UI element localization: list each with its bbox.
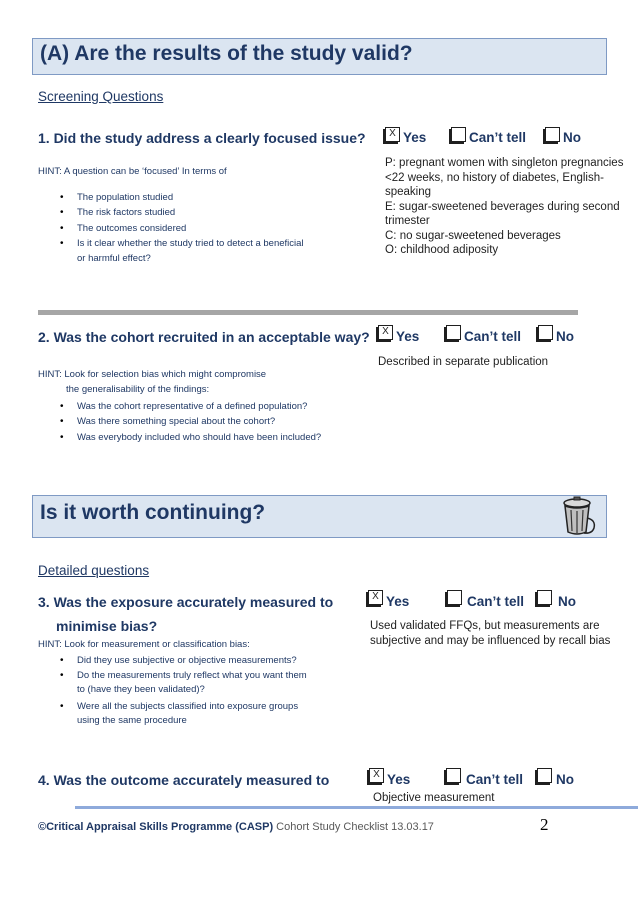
q4-answer: Objective measurement: [373, 792, 495, 804]
q1-answer: [385, 156, 630, 258]
q3-yes-checkbox[interactable]: X: [368, 590, 383, 605]
q4-yes-label: Yes: [387, 772, 411, 787]
q2-hint: HINT: Look for selection bias which might compromise: [38, 369, 267, 380]
answer-line: C: no sugar-sweetened beverages: [385, 229, 561, 242]
list-item: • The population studied: [38, 190, 358, 205]
list-item: • Was everybody included who should have been included?: [38, 430, 378, 445]
q4-yes-checkbox[interactable]: X: [369, 768, 384, 783]
list-item: • Were all the subjects classified into exposure groups: [38, 699, 358, 714]
q3-hint-list: [38, 653, 358, 684]
page-number: 2: [540, 815, 549, 834]
answer-line: Used validated FFQs, but measurements are: [370, 620, 600, 632]
list-item: • Was there something special about the cohort?: [38, 414, 378, 429]
q3-hint: HINT: Look for measurement or classification bias:: [38, 639, 250, 650]
answer-line: speaking: [385, 186, 432, 198]
q1-yes-checkbox[interactable]: X: [385, 127, 400, 142]
q2-answer: Described in separate publication: [378, 356, 549, 368]
trash-can-icon: [556, 496, 600, 538]
answer-line: subjective and may be influenced by recall bias: [370, 634, 611, 647]
q3-no-label: No: [558, 594, 576, 609]
answer-line: E: sugar-sweetened beverages during second: [385, 200, 620, 213]
q3-hint-list-2: [38, 699, 358, 714]
q4-cant-tell-label: Can’t tell: [466, 772, 524, 787]
detailed-questions-heading: Detailed questions: [38, 563, 150, 578]
q3-hint-continuation: to (have they been validated)?: [77, 684, 205, 695]
q3-no-checkbox[interactable]: [537, 590, 552, 605]
q1-hint-continuation: or harmful effect?: [77, 253, 151, 264]
question-1: 1. Did the study address a clearly focused issue?: [38, 130, 366, 146]
q2-hint-continuation: the generalisability of the findings:: [66, 384, 210, 395]
section-a-title: (A) Are the results of the study valid?: [40, 42, 413, 65]
list-item: • Did they use subjective or objective measurements?: [38, 653, 358, 668]
q4-cant-tell-checkbox[interactable]: [446, 768, 461, 783]
footer-divider: [75, 806, 638, 809]
question-3: 3. Was the exposure accurately measured to: [38, 594, 334, 610]
q2-hint-list: [38, 399, 378, 445]
list-item: • The risk factors studied: [38, 205, 358, 220]
q3-cant-tell-checkbox[interactable]: [447, 590, 462, 605]
screening-questions-heading: Screening Questions: [38, 89, 164, 104]
q1-hint: HINT: A question can be ‘focused’ In terms of: [38, 166, 227, 177]
list-item: • Do the measurements truly reflect what you want them: [38, 668, 358, 683]
footer-text: [38, 821, 434, 833]
q2-yes-label: Yes: [396, 329, 420, 344]
q3-cant-tell-label: Can’t tell: [467, 594, 525, 609]
answer-line: <22 weeks, no history of diabetes, English-: [385, 171, 604, 184]
q1-yes-label: Yes: [403, 130, 427, 145]
q1-hint-list: [38, 190, 358, 251]
q1-no-checkbox[interactable]: [545, 127, 560, 142]
q2-no-label: No: [556, 329, 574, 344]
list-item: • Was the cohort representative of a defined population?: [38, 399, 378, 414]
list-item: • The outcomes considered: [38, 221, 358, 236]
answer-line: trimester: [385, 215, 430, 227]
list-item: • Is it clear whether the study tried to detect a beneficial: [38, 236, 358, 251]
footer-org: ©Critical Appraisal Skills Programme (CASP): [38, 821, 274, 833]
footer-doc: Cohort Study Checklist 13.03.17: [276, 821, 434, 833]
question-3-continuation: minimise bias?: [56, 618, 158, 634]
question-4: 4. Was the outcome accurately measured to: [38, 772, 330, 788]
q1-no-label: No: [563, 130, 581, 145]
q2-cant-tell-label: Can’t tell: [464, 329, 522, 344]
q3-yes-label: Yes: [386, 594, 410, 609]
answer-line: P: pregnant women with singleton pregnancies: [385, 157, 624, 169]
answer-line: O: childhood adiposity: [385, 244, 499, 256]
section-b-title: Is it worth continuing?: [40, 501, 266, 524]
question-2: 2. Was the cohort recruited in an acceptable way?: [38, 329, 370, 345]
q2-yes-checkbox[interactable]: X: [378, 325, 393, 340]
q1-cant-tell-label: Can’t tell: [469, 130, 527, 145]
q2-no-checkbox[interactable]: [538, 325, 553, 340]
q1-cant-tell-checkbox[interactable]: [451, 127, 466, 142]
divider: [38, 310, 578, 315]
q3-answer: [370, 619, 630, 648]
q4-no-label: No: [556, 772, 574, 787]
q3-hint-continuation-2: using the same procedure: [77, 715, 187, 726]
q4-no-checkbox[interactable]: [537, 768, 552, 783]
q2-cant-tell-checkbox[interactable]: [446, 325, 461, 340]
